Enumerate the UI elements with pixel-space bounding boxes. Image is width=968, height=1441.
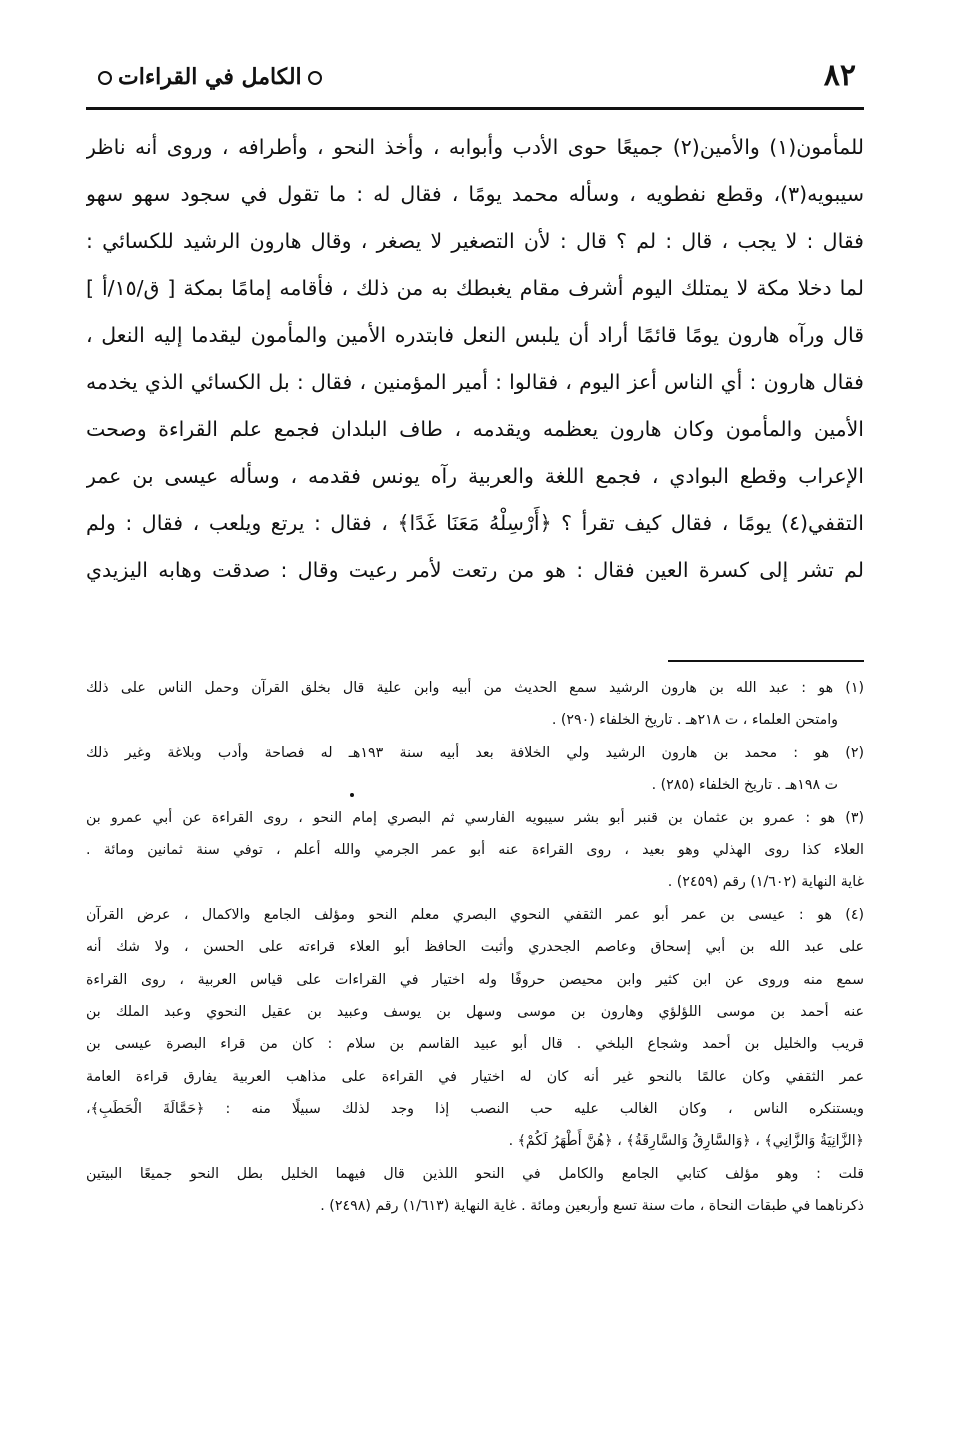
running-title: [92, 60, 328, 94]
body-line: التقفي(٤) يومًا ، فقال كيف تقرأ ؟ ﴿أَرْسِلْهُ مَعَنَا غَدًا﴾ ، فقال : يرتع ويلعب ، فقال : ولم: [86, 511, 864, 535]
footnote-line: (١) هو : عبد الله بن هارون الرشيد سمع الحديث من أبيه وابن علية قال بخلق القرآن وحمل الناس على ذلك: [86, 680, 864, 696]
book-title: الكامل في القراءات: [118, 64, 302, 90]
footnote-line: ت ١٩٨هـ . تاريخ الخلفاء (٢٨٥) .: [651, 777, 838, 794]
footnotes: [86, 672, 864, 1223]
scan-speck: [350, 793, 354, 797]
footnote-line: عمر الثقفي وكان عالمًا بالنحو غير أنه كان له اختيار في القراءة على مذاهب العربية يفارق قراءة العامة: [86, 1068, 864, 1085]
footnote-line: (٢) هو : محمد بن هارون الرشيد ولي الخلافة بعد أبيه سنة ١٩٣هـ له فصاحة وأدب وبلاغة وغير ذلك: [86, 744, 864, 761]
footnote-line: (٣) هو : عمرو بن عثمان بن قنبر أبو بشر سيبويه الفارسي ثم البصري إمام النحو ، روى القراءة عن أبي عمرو بن: [86, 809, 864, 826]
footnote-line: (٤) هو : عيسى بن عمر أبو عمر الثقفي النحوي البصري معلم النحو ومؤلف الجامع والاكمال ، عرض القرآن: [86, 906, 864, 923]
page-header: [86, 54, 864, 102]
body-line: للمأمون(١) والأمين(٢) جميعًا حوى الأدب وأبوابه ، وأخذ النحو ، وأطرافه ، وروى أنه ناظر: [86, 135, 864, 159]
body-line: لما دخلا مكة لا يمتلك اليوم أشرف مقام يغبطك به من ذلك ، فأقامه إمامًا بمكة [ ق/١٥/أ ]: [86, 276, 864, 300]
main-text: [86, 124, 864, 594]
footnote-line: ذكرناهما في طبقات النحاة ، مات سنة تسع وأربعين ومائة . غاية النهاية (١/٦١٣) رقم (٢٤٩٨) .: [320, 1198, 864, 1215]
body-line: قال ورآه هارون يومًا قائمًا أراد أن يلبس النعل فابتدره الأمين والمأمون ليقدما إليه النعل ،: [86, 323, 864, 347]
body-line: الإعراب وقطع البوادي ، فجمع اللغة والعربية رآه يونس فقدمه ، وسأله عيسى بن عمر: [86, 464, 864, 488]
footnote-line: العلاء كذا روى الهذلي وهو بعيد ، روى القراءة عنه أبو عمر الجرمي والله أعلم ، توفي سنة ثمانين ومائة .: [86, 841, 864, 858]
footnote-line: عنه أحمد بن موسى اللؤلؤي وهارون بن موسى وسهل بن يوسف وعبيد بن عقيل النحوي وعبد الملك بن: [86, 1003, 864, 1020]
circle-ornament-icon: [98, 71, 112, 85]
footnote-line: على عبد الله بن أبي إسحاق وعاصم الجحدري وأثبت الحافظ أبو العلاء قراءته على الحسن ، ولا شك أنه: [86, 939, 864, 956]
book-page: [86, 40, 864, 1400]
footnote-line: غاية النهاية (١/٦٠٢) رقم (٢٤٥٩) .: [667, 874, 864, 891]
body-line: سيبويه(٣)، وقطع نفطويه ، وسأله محمد يومًا ، فقال له : ما تقول في سجود سهو سهو: [86, 182, 864, 206]
circle-ornament-icon: [308, 71, 322, 85]
footnote-line: وامتحن العلماء ، ت ٢١٨هـ . تاريخ الخلفاء (٢٩٠) .: [551, 712, 838, 729]
body-line: فقال : لا يجب ، قال : لم ؟ قال : لأن التصغير لا يصغر ، وقال هارون الرشيد للكسائي :: [86, 229, 864, 253]
page-number: ٨٢: [823, 58, 856, 93]
footnote-separator: [668, 660, 864, 662]
footnote-line: قريب والخليل بن أحمد وشجاع البلخي . قال أبو عبيد القاسم بن سلام : كان من قراء البصرة عيسى بن: [86, 1036, 864, 1053]
header-rule: [86, 107, 864, 110]
footnote-line: ويستنكره الناس ، وكان الغالب عليه حب النصب إذا وجد لذلك سبيلًا منه : ﴿حَمَّالَةَ الْحَطَبِ﴾،: [86, 1101, 864, 1118]
footnote-line: قلت : وهو مؤلف كتابي الجامع والكامل في النحو اللذين قال فيهما الخليل بطل النحو جميعًا البيتين: [86, 1165, 864, 1182]
footnote-line: ﴿الزَّانِيَةُ وَالزَّانِي﴾ ، ﴿وَالسَّارِقُ وَالسَّارِقَةُ﴾ ، ﴿هُنَّ أَطْهَرُ لَكُمْ﴾ .: [508, 1133, 864, 1150]
body-line: فقال هارون : أي الناس أعز اليوم ، فقالوا : أمير المؤمنين ، فقال : بل الكسائي الذي يخدمه: [86, 370, 864, 394]
body-line: لم تشر إلى كسرة العين فقال : هو من رتعت لأمر رعيت وقال : صدقت وهابه اليزيدي: [86, 558, 864, 582]
body-line: الأمين والمأمون وكان هارون يعظمه ويقدمه ، طاف البلدان فجمع علم القراءة وصحت: [86, 417, 864, 441]
footnote-line: سمع منه وروى عن ابن كثير وابن محيصن حروفًا وله اختيار في القراءات على قياس العربية ، روى القراءة: [86, 971, 864, 988]
